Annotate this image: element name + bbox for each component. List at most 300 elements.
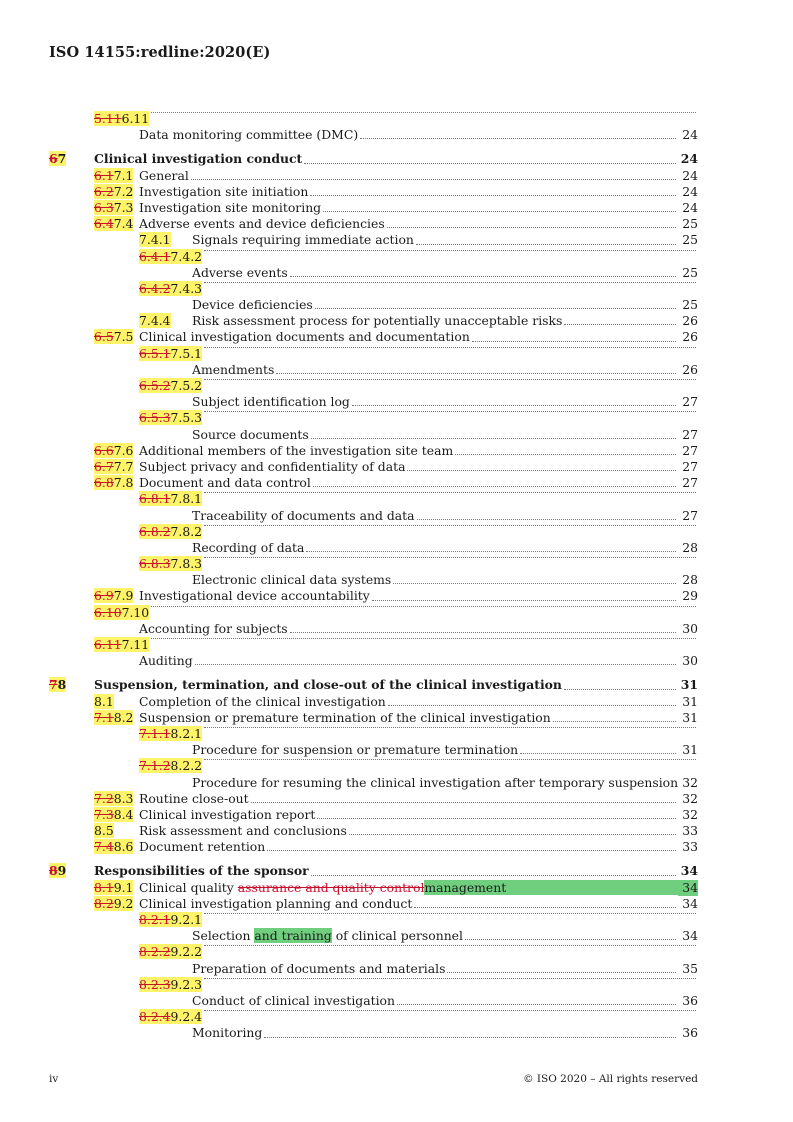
title-text: Conduct of clinical investigation — [192, 992, 395, 1008]
toc-page-number: 24 — [682, 183, 698, 199]
deleted-number: 6.4 — [94, 216, 114, 232]
toc-entry-row[interactable] — [0, 216, 793, 232]
toc-entry-number — [139, 378, 202, 394]
toc-entry-row[interactable] — [0, 249, 793, 265]
toc-entry-number — [139, 491, 202, 507]
inserted-number: 7.8.1 — [170, 491, 203, 507]
toc-entry-row[interactable] — [0, 572, 793, 588]
toc-page-number: 25 — [682, 264, 698, 280]
dot-leader — [388, 704, 676, 706]
toc-entry-row[interactable] — [0, 775, 793, 791]
deleted-number: 8.2.3 — [139, 976, 171, 992]
inserted-number: 7.4.2 — [170, 248, 203, 264]
deleted-number: 7.1.2 — [139, 758, 171, 774]
inserted-number: 7.9 — [113, 588, 134, 604]
title-text: Recording of data — [192, 539, 305, 555]
toc-page-number: 31 — [682, 742, 698, 758]
dot-leader — [276, 372, 676, 374]
toc-page-number: 31 — [680, 677, 698, 693]
toc-entry-row[interactable] — [0, 313, 793, 329]
toc-entry-number — [94, 823, 114, 839]
toc-entry-row[interactable] — [0, 329, 793, 345]
toc-entry-title — [139, 168, 189, 184]
toc-entry-title — [139, 127, 358, 143]
toc-page-number: 29 — [682, 588, 698, 604]
title-text: Additional members of the investigation site team — [139, 442, 454, 458]
deleted-number: 5.11 — [94, 111, 122, 126]
dot-leader — [151, 111, 696, 113]
inserted-number: 9 — [57, 863, 67, 879]
deleted-number: 7.1.1 — [139, 725, 171, 741]
title-text: Clinical quality — [139, 879, 238, 895]
toc-entry-title — [94, 863, 309, 879]
toc-entry-row[interactable] — [0, 524, 793, 540]
dot-leader — [349, 833, 676, 835]
toc-entry-row[interactable] — [0, 394, 793, 410]
toc-page-number: 27 — [682, 458, 698, 474]
title-text: Suspension or premature termination of the clinical investigation — [139, 709, 551, 725]
toc-entry-title — [139, 184, 308, 200]
toc-page-number: 27 — [682, 442, 698, 458]
title-text: Auditing — [139, 653, 193, 669]
title-text: Accounting for subjects — [139, 620, 288, 636]
toc-entry-row[interactable] — [0, 378, 793, 394]
deleted-number: 6.8 — [94, 475, 114, 491]
toc-entry-number — [139, 281, 202, 297]
toc-entry-title — [139, 459, 405, 475]
toc-clause-row[interactable] — [0, 151, 793, 167]
deleted-number: 6.7 — [94, 458, 114, 474]
toc-entry-title — [192, 394, 350, 410]
deleted-number: 8.2.1 — [139, 912, 171, 927]
toc-entry-row[interactable] — [0, 694, 793, 710]
dot-leader — [195, 663, 676, 665]
toc-page-number: 32 — [682, 806, 698, 822]
dot-leader — [204, 249, 696, 251]
toc-entry-row[interactable] — [0, 1009, 793, 1025]
inserted-number: 8.2.1 — [170, 725, 203, 741]
deleted-number: 6.5.2 — [139, 378, 171, 393]
dot-leader — [455, 453, 676, 455]
title-text-tail: of clinical personnel — [331, 928, 463, 944]
toc-entry-row[interactable] — [0, 880, 793, 896]
dot-leader — [264, 1036, 676, 1038]
dot-leader — [204, 281, 696, 283]
toc-entry-row[interactable] — [0, 443, 793, 459]
toc-entry-row[interactable] — [0, 200, 793, 216]
inserted-number: 7.8.2 — [170, 523, 203, 539]
deleted-number: 6.8.1 — [139, 491, 171, 507]
toc-entry-number — [139, 410, 202, 426]
title-text: Procedure for suspension or premature termination — [192, 742, 519, 758]
toc-entry-row[interactable] — [0, 726, 793, 742]
toc-entry-row[interactable] — [0, 556, 793, 572]
title-text: Clinical investigation report — [139, 806, 316, 822]
toc-entry-title — [192, 265, 288, 281]
toc-entry-number — [49, 863, 66, 879]
toc-entry-row[interactable] — [0, 823, 793, 839]
toc-page-number: 32 — [682, 774, 698, 790]
toc-entry-number — [94, 329, 133, 345]
dot-leader — [311, 437, 676, 439]
toc-entry-number — [139, 524, 202, 540]
toc-entry-title — [139, 588, 370, 604]
deleted-number: 6.6 — [94, 442, 114, 458]
toc-entry-row[interactable] — [0, 459, 793, 475]
toc-page-number: 28 — [682, 572, 698, 588]
title-text: Subject privacy and confidentiality of data — [139, 458, 406, 474]
dot-leader — [204, 1009, 696, 1011]
inserted-number: 8.2 — [113, 709, 134, 725]
toc-entry-number — [139, 758, 202, 774]
dot-leader — [204, 944, 696, 946]
toc-entry-number — [139, 726, 202, 742]
toc-entry-number — [94, 111, 149, 127]
toc-entry-row[interactable] — [0, 297, 793, 313]
inserted-number: 8 — [57, 677, 67, 693]
toc-entry-row[interactable] — [0, 508, 793, 524]
toc-entry-row[interactable] — [0, 839, 793, 855]
dot-leader — [204, 410, 696, 412]
inserted-number: 8.6 — [113, 839, 134, 855]
toc-entry-number — [49, 677, 66, 693]
toc-entry-title — [192, 928, 463, 944]
toc-entry-number — [94, 216, 133, 232]
inserted-number: 7 — [57, 151, 67, 167]
dot-leader — [306, 550, 676, 552]
toc-entry-row[interactable] — [0, 475, 793, 491]
title-text: Data monitoring committee (DMC) — [139, 127, 359, 143]
dot-leader — [151, 605, 696, 607]
inserted-number: 9.2.1 — [170, 912, 203, 927]
toc-entry-number — [139, 249, 202, 265]
toc-entry-row[interactable] — [0, 993, 793, 1009]
toc-page-number: 24 — [682, 167, 698, 183]
deleted-number: 6.8.2 — [139, 523, 171, 539]
table-of-contents — [0, 111, 793, 1042]
deleted-number: 7.2 — [94, 790, 114, 806]
deleted-number: 8.2 — [94, 895, 114, 911]
toc-entry-row[interactable] — [0, 977, 793, 993]
inserted-number: 7.5.2 — [170, 378, 203, 393]
inserted-number: 9.2.2 — [170, 944, 203, 960]
toc-entry-number — [94, 443, 133, 459]
title-text: Document retention — [139, 839, 266, 855]
inserted-number: 8.3 — [113, 790, 134, 806]
toc-entry-row[interactable] — [0, 621, 793, 637]
deleted-number: 6.5.1 — [139, 345, 171, 361]
toc-entry-title — [192, 961, 445, 977]
toc-page-number: 33 — [682, 823, 698, 839]
dot-leader — [520, 752, 676, 754]
title-text: Completion of the clinical investigation — [139, 693, 386, 709]
toc-page-number: 26 — [682, 329, 698, 345]
deleted-number: 6.10 — [94, 604, 122, 620]
toc-entry-title — [139, 653, 193, 669]
dot-leader — [204, 758, 696, 760]
inserted-number: 7.2 — [113, 183, 134, 199]
dot-leader — [251, 801, 676, 803]
toc-page-number: 31 — [682, 693, 698, 709]
deleted-number: 7.1 — [94, 709, 114, 725]
toc-entry-title — [192, 540, 304, 556]
toc-entry-row[interactable] — [0, 111, 793, 127]
toc-entry-title — [192, 1025, 262, 1041]
footer-copyright: © ISO 2020 – All rights reserved — [523, 1073, 698, 1085]
inserted-number: 9.2.3 — [170, 976, 203, 992]
toc-entry-title — [139, 475, 311, 491]
toc-entry-title — [192, 775, 678, 791]
toc-entry-row[interactable] — [0, 232, 793, 248]
toc-entry-row[interactable] — [0, 653, 793, 669]
toc-page-number: 27 — [682, 475, 698, 491]
toc-page-number: 32 — [682, 790, 698, 806]
toc-entry-title — [192, 313, 562, 329]
toc-clause-row[interactable] — [0, 863, 793, 879]
toc-entry-number — [94, 184, 133, 200]
dot-leader — [204, 524, 696, 526]
toc-entry-row[interactable] — [0, 605, 793, 621]
deleted-number: 6.11 — [94, 637, 122, 652]
dot-leader — [465, 938, 676, 940]
toc-entry-title — [192, 362, 274, 378]
toc-page-number: 24 — [680, 151, 698, 167]
toc-entry-row[interactable] — [0, 791, 793, 807]
toc-entry-number — [139, 1009, 202, 1025]
toc-page-number: 36 — [682, 992, 698, 1008]
toc-entry-number — [139, 346, 202, 362]
toc-entry-number — [94, 637, 149, 653]
dot-leader — [310, 194, 676, 196]
title-text: Routine close-out — [139, 790, 249, 806]
deleted-number: 8 — [49, 863, 58, 879]
toc-entry-title — [192, 993, 395, 1009]
title-text: Device deficiencies — [192, 297, 313, 313]
deleted-number: 6.1 — [94, 167, 114, 183]
title-text: Risk assessment process for potentially unacceptable risks — [192, 313, 563, 329]
toc-page-number: 28 — [682, 539, 698, 555]
deleted-title-text: assurance and quality control — [237, 879, 425, 895]
footer-page-number: iv — [49, 1073, 59, 1085]
inserted-number: 7.11 — [121, 637, 150, 652]
toc-entry-row[interactable] — [0, 265, 793, 281]
dot-leader — [564, 688, 676, 690]
dot-leader — [204, 726, 696, 728]
inserted-number: 6.11 — [121, 111, 150, 126]
dot-leader — [191, 178, 676, 180]
toc-entry-title — [192, 742, 518, 758]
inserted-title-text: management — [424, 879, 507, 895]
toc-entry-row[interactable] — [0, 362, 793, 378]
toc-entry-number — [94, 839, 133, 855]
dot-leader — [290, 275, 676, 277]
inserted-number: 7.4.4 — [139, 313, 171, 329]
toc-entry-title — [94, 677, 562, 693]
deleted-number: 6.8.3 — [139, 556, 171, 572]
dot-leader — [311, 874, 676, 876]
toc-entry-row[interactable] — [0, 896, 793, 912]
toc-entry-title — [139, 443, 453, 459]
toc-entry-row[interactable] — [0, 807, 793, 823]
toc-entry-number — [94, 807, 133, 823]
dot-leader — [317, 817, 676, 819]
dot-leader — [397, 1003, 676, 1005]
title-text: Document and data control — [139, 475, 311, 491]
dot-leader — [416, 243, 676, 245]
toc-entry-row[interactable] — [0, 427, 793, 443]
toc-page-number: 33 — [682, 839, 698, 855]
toc-entry-row[interactable] — [0, 184, 793, 200]
toc-page-number: 24 — [682, 199, 698, 215]
toc-entry-title — [139, 823, 347, 839]
toc-entry-number — [139, 313, 171, 329]
toc-entry-number — [94, 200, 133, 216]
dot-leader — [447, 971, 676, 973]
deleted-number: 6.3 — [94, 199, 114, 215]
toc-entry-title — [139, 791, 249, 807]
toc-page-number: 34 — [678, 880, 698, 896]
toc-entry-title — [192, 232, 414, 248]
toc-entry-number — [139, 912, 202, 928]
toc-page-number: 26 — [682, 361, 698, 377]
title-text: Monitoring — [192, 1025, 263, 1041]
dot-leader — [204, 491, 696, 493]
title-text: Responsibilities of the sponsor — [94, 863, 309, 879]
toc-entry-row[interactable] — [0, 944, 793, 960]
inserted-number: 8.2.2 — [170, 758, 203, 774]
title-text: Adverse events — [192, 264, 288, 280]
document-header: ISO 14155:redline:2020(E) — [49, 44, 271, 61]
toc-entry-number — [94, 475, 133, 491]
inserted-number: 7.3 — [113, 199, 134, 215]
toc-entry-number — [94, 880, 133, 896]
dot-leader — [372, 599, 676, 601]
toc-page-number: 34 — [682, 895, 698, 911]
toc-page-number: 24 — [682, 127, 698, 143]
title-text: General — [139, 167, 189, 183]
title-text: Investigational device accountability — [139, 588, 370, 604]
toc-entry-title — [192, 572, 391, 588]
toc-entry-row[interactable] — [0, 710, 793, 726]
toc-page-number: 25 — [682, 232, 698, 248]
toc-entry-title — [139, 694, 386, 710]
toc-entry-row[interactable] — [0, 410, 793, 426]
deleted-number: 6.5.3 — [139, 410, 171, 426]
inserted-number: 7.8 — [113, 475, 134, 491]
toc-entry-title — [139, 621, 288, 637]
toc-entry-row[interactable] — [0, 1025, 793, 1041]
toc-page-number: 36 — [682, 1025, 698, 1041]
dot-leader — [304, 162, 676, 164]
toc-entry-title — [139, 710, 551, 726]
toc-entry-row[interactable] — [0, 637, 793, 653]
toc-entry-title — [94, 151, 302, 167]
inserted-number: 7.6 — [113, 442, 134, 458]
title-text: Clinical investigation conduct — [94, 151, 303, 167]
toc-page-number: 34 — [682, 928, 698, 944]
title-text: Signals requiring immediate action — [192, 232, 414, 248]
toc-entry-row[interactable] — [0, 127, 793, 143]
inserted-number: 7.4 — [113, 216, 134, 232]
dot-leader — [313, 485, 676, 487]
inserted-number: 7.4.1 — [139, 232, 171, 248]
deleted-number: 8.1 — [94, 879, 114, 895]
deleted-number: 7.4 — [94, 839, 114, 855]
dot-leader — [267, 849, 676, 851]
toc-entry-number — [139, 232, 171, 248]
toc-entry-title — [139, 807, 315, 823]
toc-page-number: 27 — [682, 426, 698, 442]
inserted-number: 8.5 — [94, 823, 114, 839]
toc-clause-row[interactable] — [0, 677, 793, 693]
toc-entry-row[interactable] — [0, 588, 793, 604]
inserted-number: 7.8.3 — [170, 556, 203, 572]
toc-entry-title — [139, 880, 506, 896]
title-text: Preparation of documents and materials — [192, 960, 446, 976]
title-text: Selection — [192, 928, 255, 944]
toc-entry-row[interactable] — [0, 961, 793, 977]
toc-entry-row[interactable] — [0, 912, 793, 928]
dot-leader — [204, 556, 696, 558]
inserted-number: 7.10 — [121, 604, 150, 620]
deleted-number: 8.2.2 — [139, 944, 171, 960]
toc-entry-number — [94, 459, 133, 475]
toc-entry-row[interactable] — [0, 346, 793, 362]
inserted-number: 7.1 — [113, 167, 134, 183]
toc-page-number: 25 — [682, 297, 698, 313]
title-text: Source documents — [192, 426, 309, 442]
toc-entry-row[interactable] — [0, 540, 793, 556]
toc-page-number: 27 — [682, 394, 698, 410]
toc-entry-number — [94, 710, 133, 726]
dot-leader — [393, 582, 676, 584]
inserted-number: 7.5.1 — [170, 345, 203, 361]
deleted-number: 6.5 — [94, 329, 114, 345]
toc-page-number: 26 — [682, 313, 698, 329]
toc-entry-number — [49, 151, 66, 167]
toc-page-number: 35 — [682, 960, 698, 976]
toc-entry-title — [139, 839, 265, 855]
inserted-number: 9.1 — [113, 879, 134, 895]
toc-entry-row[interactable] — [0, 742, 793, 758]
inserted-number: 8.4 — [113, 806, 134, 822]
toc-entry-title — [139, 329, 470, 345]
toc-entry-title — [139, 896, 412, 912]
toc-entry-row[interactable] — [0, 491, 793, 507]
title-text: Risk assessment and conclusions — [139, 823, 347, 839]
toc-entry-row[interactable] — [0, 168, 793, 184]
toc-entry-number — [94, 694, 114, 710]
dot-leader — [417, 518, 676, 520]
dot-leader — [151, 637, 696, 639]
toc-entry-row[interactable] — [0, 758, 793, 774]
toc-entry-title — [139, 216, 385, 232]
toc-entry-title — [192, 427, 309, 443]
dot-leader — [204, 378, 696, 380]
dot-leader — [414, 906, 676, 908]
toc-entry-row[interactable] — [0, 281, 793, 297]
title-text: Adverse events and device deficiencies — [139, 216, 385, 232]
title-text: Investigation site initiation — [139, 183, 309, 199]
inserted-number: 7.7 — [113, 458, 134, 474]
dot-leader — [407, 469, 676, 471]
inserted-number: 9.2 — [113, 895, 134, 911]
title-text: Investigation site monitoring — [139, 199, 322, 215]
deleted-number: 6.9 — [94, 588, 114, 604]
toc-entry-row[interactable] — [0, 928, 793, 944]
toc-entry-number — [139, 944, 202, 960]
inserted-number: 7.4.3 — [170, 280, 203, 296]
